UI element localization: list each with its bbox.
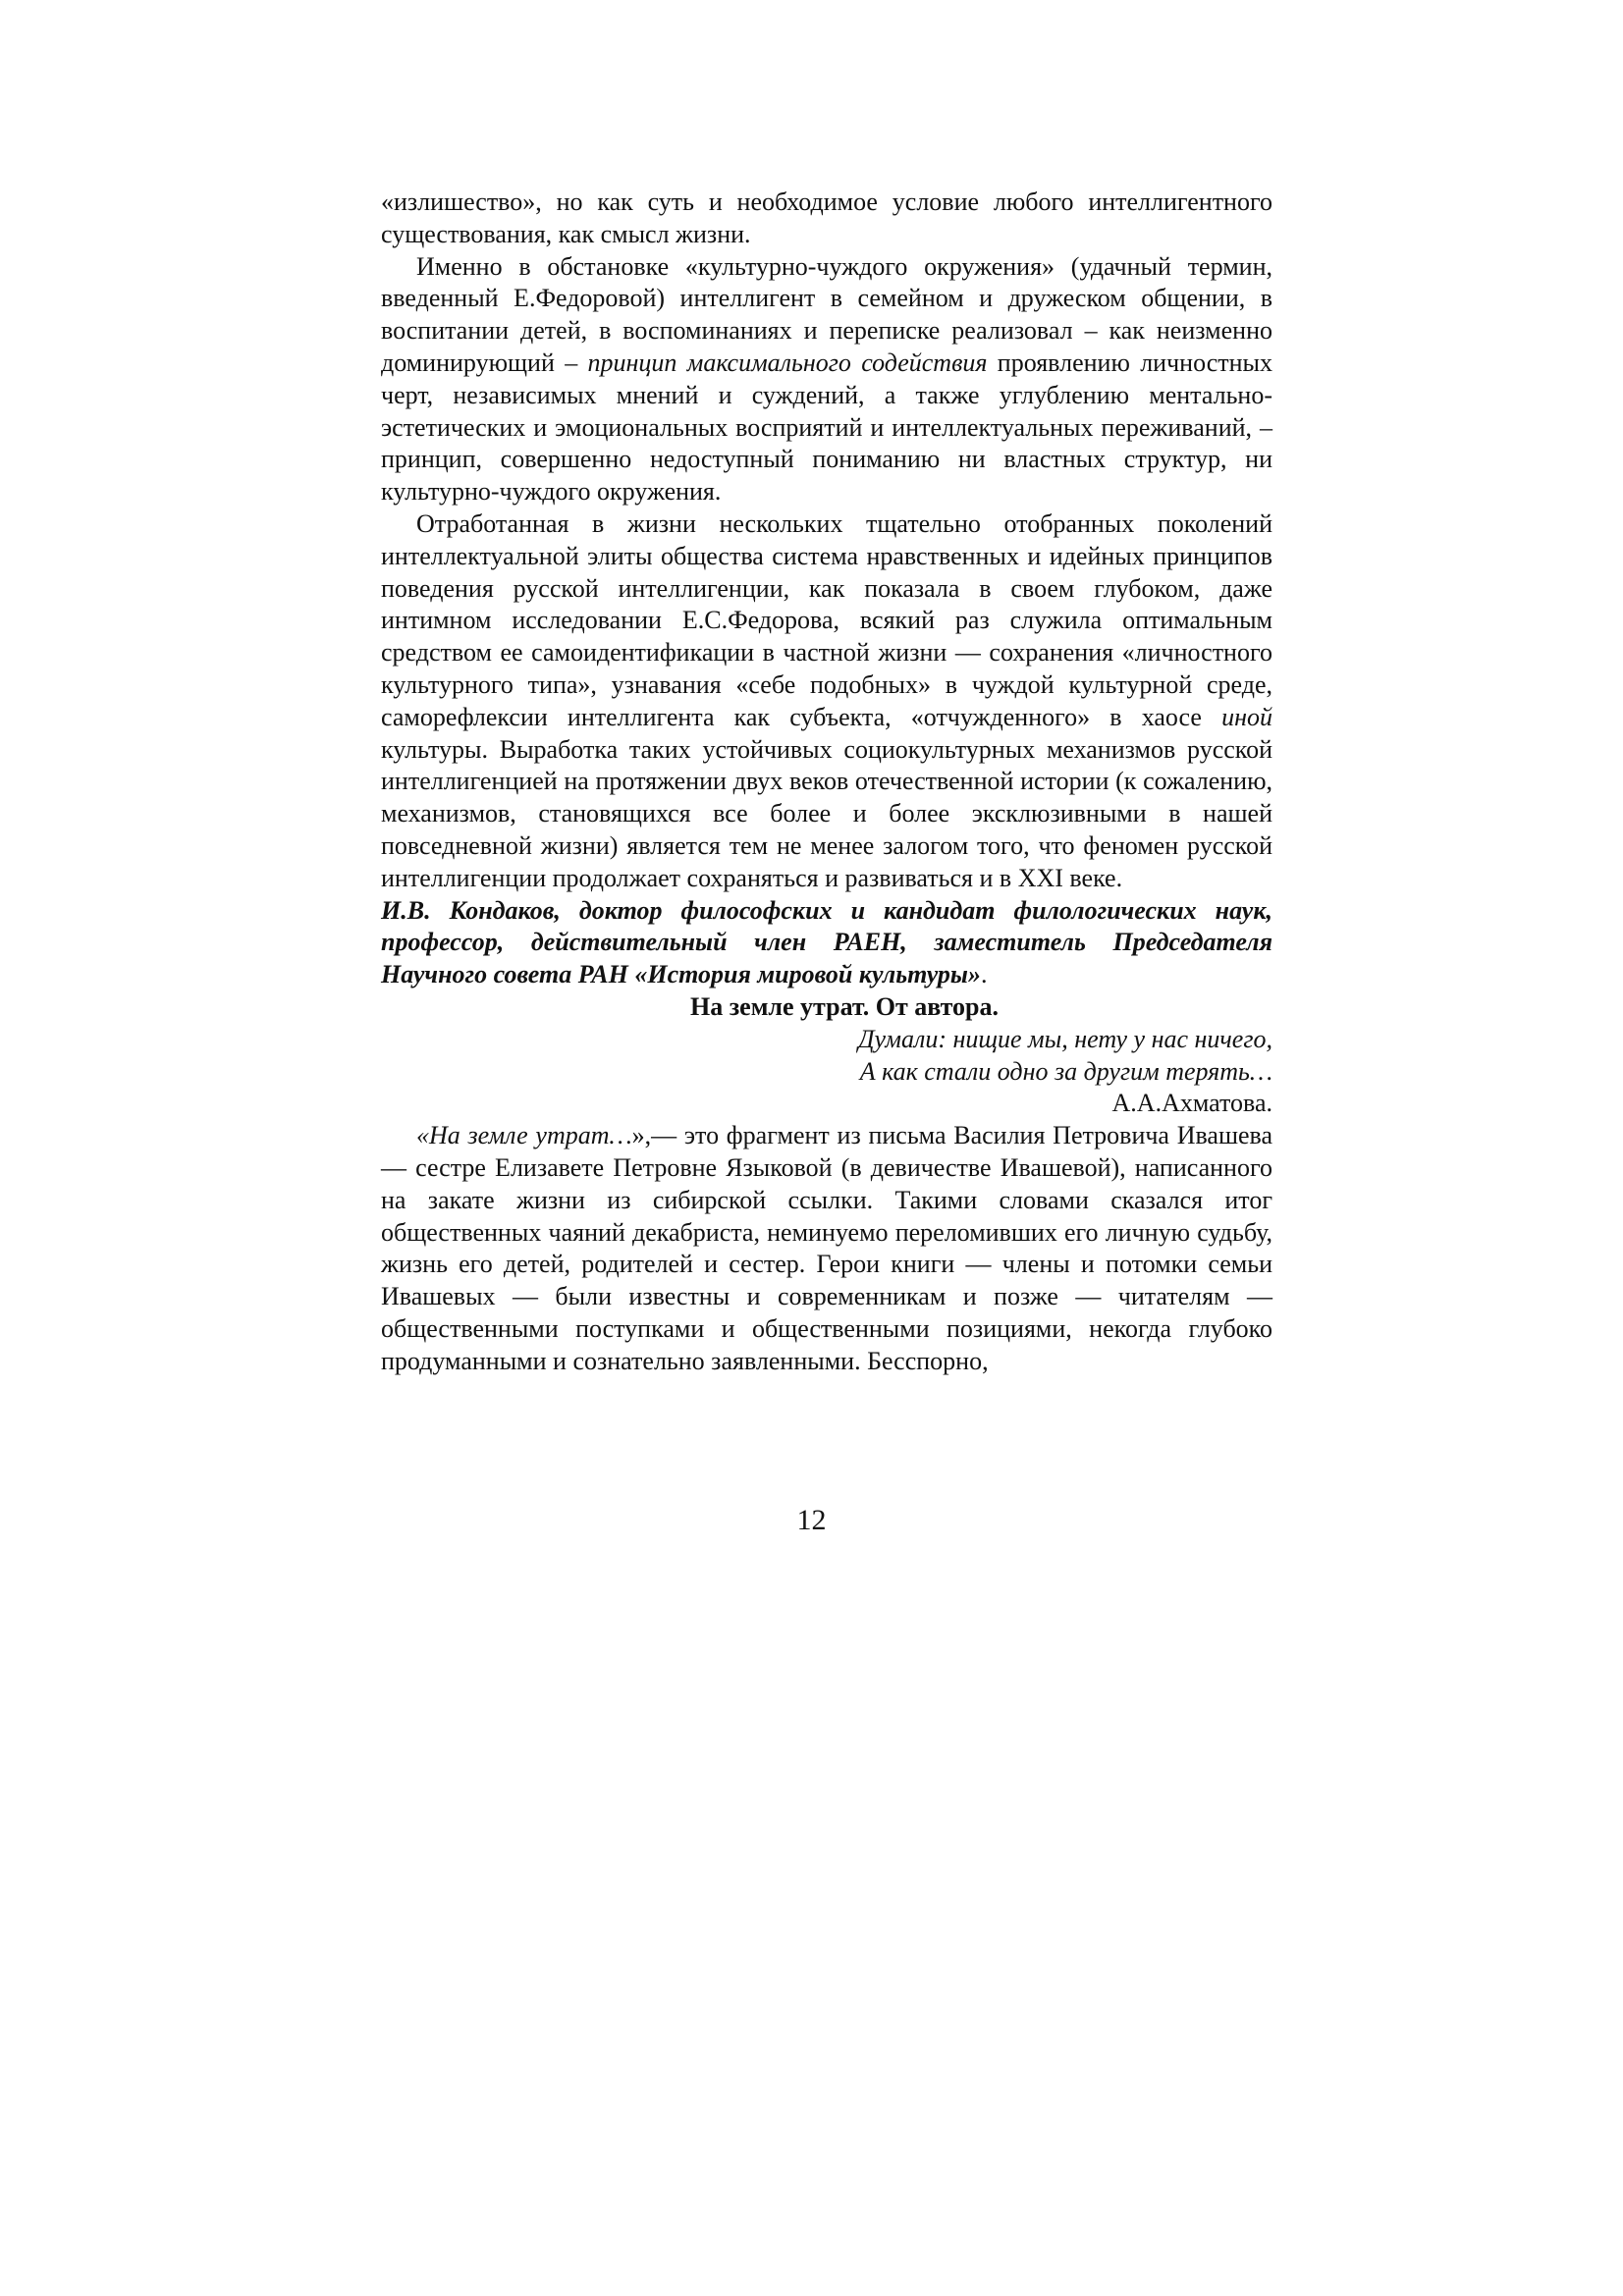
paragraph-2-italic-phrase: принцип максимального содействия xyxy=(587,347,988,377)
paragraph-1 xyxy=(381,187,1272,251)
foreword-signature xyxy=(381,895,1272,991)
paragraph-2-text-before: Именно в обстановке «культурно-чуждого окружения» (удачный термин, введенный Е.Федоровой) интеллигент в семейном и дружеском общении, в воспитании детей, в воспоминаниях и переписке реализовал – как неизменно доминирующий – xyxy=(381,251,1272,377)
paragraph-2 xyxy=(381,251,1272,508)
page-number: 12 xyxy=(796,1504,827,1536)
paragraph-1-text: «излишество», но как суть и необходимое условие любого интеллигентного существования, как смысл жизни. xyxy=(381,187,1272,248)
epigraph-line-1: Думали: нищие мы, нету у нас ничего, xyxy=(857,1024,1272,1053)
section-title: На земле утрат. От автора. xyxy=(689,991,1000,1021)
paragraph-3 xyxy=(381,508,1272,895)
signature-end: . xyxy=(980,960,988,989)
signature-text: И.В. Кондаков, доктор философских и кандидат филологических наук, профессор, действительный член РАЕН, заместитель Председателя Научного совета РАН «История мировой культуры» xyxy=(381,895,1272,989)
paragraph-4-text-after: »,— это фрагмент из письма Василия Петровича Ивашева — сестре Елизавете Петровне Языковой (в девичестве Ивашевой), написанного на закате жизни из сибирской ссылки. Такими словами сказался итог общественных чаяний декабриста, неминуемо переломивших его личную судьбу, жизнь его детей, родителей и сестер. Герои книги — члены и потомки семьи Ивашевых — были известны и современникам и позже — читателям — общественными поступками и общественными позициями, некогда глубоко продуманными и сознательно заявленными. Бесспорно, xyxy=(381,1121,1273,1375)
paragraph-3-text-after: культуры. Выработка таких устойчивых социокультурных механизмов русской интеллигенцией на протяжении двух веков отечественной истории (к сожалению, механизмов, становящихся все более и более эксклюзивными в нашей повседневной жизни) является тем не менее залогом того, что феномен русской интеллигенции продолжает сохраняться и развиваться и в XXI веке. xyxy=(381,734,1272,892)
paragraph-3-text-before: Отработанная в жизни нескольких тщательно отобранных поколений интеллектуальной элиты общества система нравственных и идейных принципов поведения русской интеллигенции, как показала в своем глубоком, даже интимном исследовании Е.С.Федорова, всякий раз служила оптимальным средством ее самоидентификации в частной жизни — сохранения «личностного культурного типа», узнавания «себе подобных» в чуждой культурной среде, саморефлексии интеллигента как субъекта, «отчужденного» в хаосе xyxy=(381,508,1272,731)
page-body xyxy=(381,187,1272,1377)
paragraph-4 xyxy=(381,1120,1272,1377)
epigraph-line-2: А как стали одно за другим терять… xyxy=(859,1056,1272,1086)
paragraph-3-italic-word: иной xyxy=(1221,702,1272,731)
epigraph-author: А.А.Ахматова. xyxy=(1111,1089,1272,1118)
paragraph-4-italic-quote: «На земле утрат… xyxy=(416,1121,632,1150)
paragraph-2-text-after: проявлению личностных черт, независимых мнений и суждений, а также углублению ментально-эстетических и эмоциональных восприятий и интеллектуальных переживаний, – принцип, совершенно недоступный пониманию ни властных структур, ни культурно-чуждого окружения. xyxy=(381,347,1273,507)
